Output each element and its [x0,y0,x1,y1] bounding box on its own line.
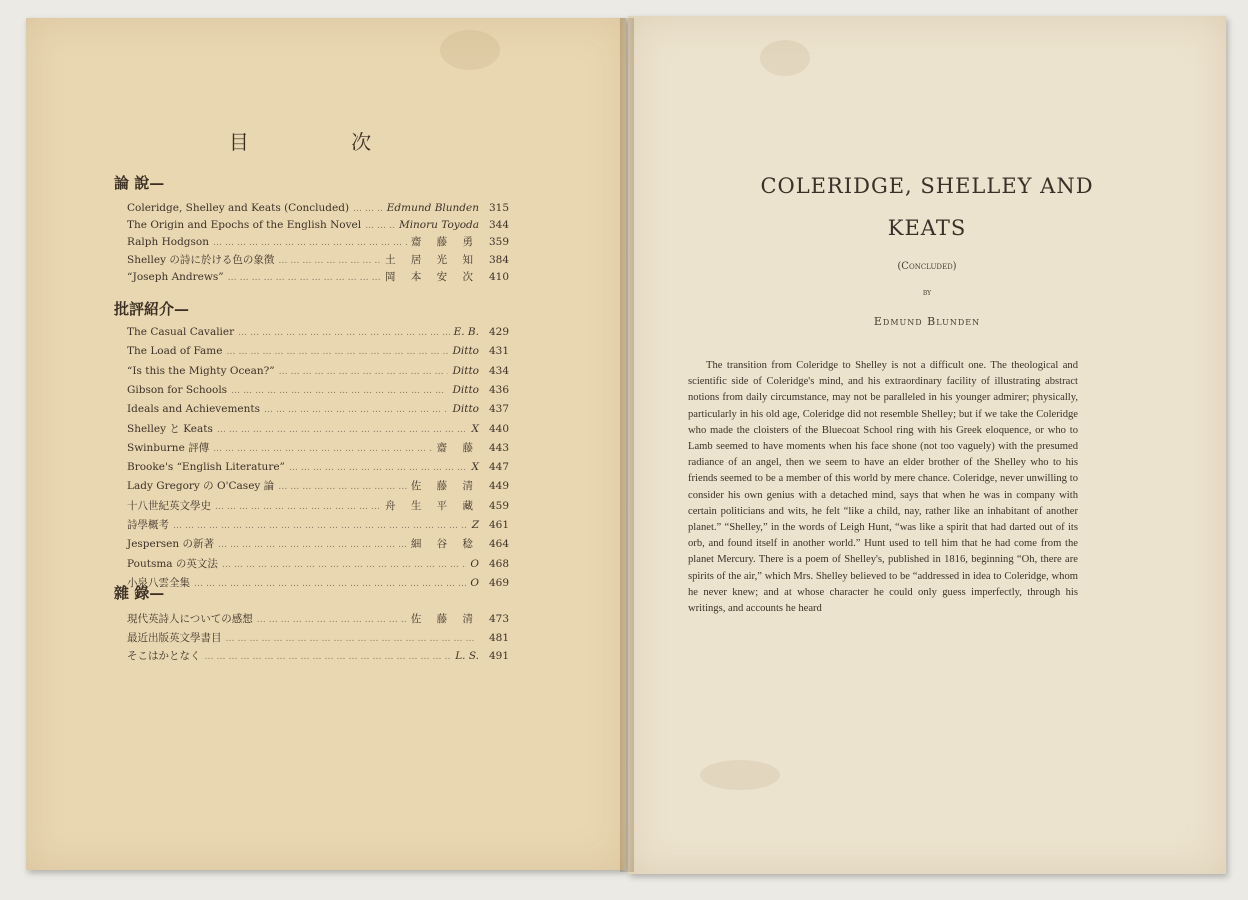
paper-stain [440,30,500,70]
toc-entry [127,342,509,360]
toc-entry [127,629,509,647]
toc-entry-page: 473 [488,613,509,625]
toc-entry [127,251,509,269]
toc-leader-dots [218,536,407,554]
toc-entry-title: Coleridge, Shelley and Keats (Concluded) [127,202,350,214]
toc-entry [127,497,509,515]
toc-leader-dots [228,269,381,287]
toc-entry [127,199,509,217]
toc-entry-page: 464 [488,538,509,551]
toc-leader-dots [217,421,468,439]
article-subtitle: (Concluded) [897,261,957,272]
toc-entry-author: 岡 本 安 次 [384,270,479,283]
toc-entry-title: The Load of Fame [127,345,223,358]
toc-entry [127,555,509,573]
toc-entry-page: 315 [488,202,509,214]
toc-entry [127,647,509,665]
toc-entry-author: 細 谷 稔 [410,538,479,551]
toc-entry-page: 437 [488,403,509,416]
toc-entry-author: Z [471,519,479,531]
toc-entry-author: X [471,461,479,474]
paper-stain [760,40,810,76]
toc-entry [127,268,509,286]
toc-leader-dots [289,459,468,477]
toc-entry [127,233,509,251]
toc-entry-title: “Is this the Mighty Ocean?” [127,364,275,377]
toc-entry-author: X [471,422,479,435]
toc-entry-page: 468 [488,557,509,570]
toc-entry [127,574,509,592]
toc-entry-author: O [470,576,479,589]
toc-entry-title: Poutsma の英文法 [127,557,218,570]
article-title-line1: COLERIDGE, SHELLEY AND [760,174,1094,198]
paper-stain [700,760,780,790]
toc-entry-author: O [470,557,479,570]
toc-entry-author: E. B. [453,326,479,338]
toc-entry-title: The Casual Cavalier [127,326,235,338]
toc-entry-page: 491 [488,650,509,662]
toc-entry [127,458,509,476]
toc-entry [127,362,509,380]
toc-leader-dots [205,648,452,666]
toc-entry-title: Swinburne 評傳 [127,441,210,454]
toc-entry-author: Ditto [452,345,479,358]
toc-entry [127,381,509,399]
toc-entry-page: 359 [488,236,509,249]
toc-entry-title: Shelley と Keats [127,422,213,435]
toc-entry-page: 440 [488,422,509,435]
toc-leader-dots [213,440,433,458]
toc-title: 目 次 [228,130,420,154]
toc-entry-title: Lady Gregory の O'Casey 論 [127,480,275,493]
toc-entry-author: Ditto [452,403,479,416]
toc-leader-dots [279,363,449,381]
toc-entry-title: 小泉八雲全集 [127,576,190,589]
toc-entry-title: 現代英詩人についての感想 [127,613,253,625]
toc-entry-author: Ditto [452,364,479,377]
toc-entry-page: 429 [488,326,509,338]
toc-entry [127,610,509,628]
toc-entry-author: 佐 藤 清 [410,613,479,625]
toc-entry [127,323,509,341]
toc-entry [127,216,509,234]
toc-entry-page: 443 [488,441,509,454]
toc-entry-title: Brooke's “English Literature” [127,461,285,474]
toc-entry [127,400,509,418]
toc-entry-title: Ideals and Achievements [127,403,260,416]
book-spine [620,18,634,872]
toc-leader-dots [226,343,448,361]
toc-leader-dots [238,324,449,342]
toc-entry-page: 469 [488,576,509,589]
toc-entry-title: Jespersen の新著 [127,538,214,551]
toc-leader-dots [231,382,448,400]
toc-entry [127,516,509,534]
article-body: The transition from Coleridge to Shelley is not a difficult one. The theological and scientific side of Coleridge's mind, and his extraordinary facility of illustrating abstract notions from daily circumstance, may not be paralleled in his younger admirer; physically, particularly in his old age, Coleridge did not resemble Shelley; but if we take the Coleridge who made the cloisters of the Bluecoat School ring with his Greek eloquence, or who to Lamb seemed to have moments when his face shone (not too vaguely) with the presumed radiance of an angel, then we seem to have an elder brother of the Shelley who to his friends seemed to be a member of this world by mere chance. Coleridge, never unwilling to consider his own genius with a detached mind, says that when he was in company with certain politicians and wits, he felt “like a child, nay, rather like an inhabitant of another planet.” “Shelley,” in the words of Leigh Hunt, “was like a spirit that had darted out of its orb, and found itself in another world.” Hunt used to tell him that he had come from the planet Mercury. There is a poem of Shelley's, published in 1816, beginning “Oh, there are spirits of the air,” which Mrs. Shelley believed to be “addressed in idea to Coleridge, whom he never knew; and at whose character he could only guess imperfectly, through his writings, and accounts he heard [688,360,1078,615]
article-byline: by [922,288,932,298]
toc-entry-author: 佐 藤 清 [410,480,479,493]
toc-section-heading: 論 說— [114,174,165,192]
toc-entry-page: 434 [488,364,509,377]
toc-entry-page: 459 [488,499,509,512]
toc-entry-title: 最近出版英文學書目 [127,631,222,644]
toc-entry-author: 齋 藤 [436,441,479,454]
toc-entry-page: 344 [488,219,509,232]
toc-leader-dots [264,401,448,419]
toc-leader-dots [215,498,381,516]
toc-entry-title: 十八世紀英文學史 [127,499,211,512]
toc-entry-author: 齋 藤 勇 [410,236,479,249]
toc-entry-page: 436 [488,383,509,396]
toc-entry-author: L. S. [455,650,479,662]
toc-entry-page: 461 [488,519,509,531]
toc-entry-title: そこはかとなく [127,650,201,662]
toc-leader-dots [278,478,407,496]
toc-section-heading: 雜 錄— [114,584,165,602]
toc-entry-author: 舟 生 平 藏 [384,499,479,512]
toc-entry-author: Edmund Blunden [386,202,479,214]
toc-entry-page: 384 [488,253,509,266]
toc-entry-author: Ditto [452,383,479,396]
toc-entry-title: “Joseph Andrews” [127,270,224,283]
toc-entry-title: 詩學概考 [127,519,169,531]
toc-entry [127,535,509,553]
toc-entry-author: Minoru Toyoda [398,219,479,232]
toc-section-heading: 批評紹介— [114,300,190,318]
toc-leader-dots [194,575,466,593]
toc-entry-title: The Origin and Epochs of the English Novel [127,219,362,232]
toc-entry-title: Shelley の詩に於ける色の象徴 [127,253,275,266]
toc-entry [127,420,509,438]
toc-entry [127,439,509,457]
toc-entry-page: 449 [488,480,509,493]
toc-entry [127,477,509,495]
toc-entry-page: 447 [488,461,509,474]
toc-entry-page: 410 [488,270,509,283]
toc-entry-title: Ralph Hodgson [127,236,209,249]
toc-entry-page: 481 [488,631,509,644]
article-title-line2: KEATS [887,216,967,240]
toc-leader-dots [226,630,476,648]
toc-leader-dots [222,556,467,574]
article-author: Edmund Blunden [873,315,981,328]
toc-entry-page: 431 [488,345,509,358]
toc-entry-author: 土 居 光 知 [384,253,479,266]
toc-entry-title: Gibson for Schools [127,383,228,396]
toc-leader-dots [257,611,407,629]
toc-leader-dots [173,517,468,535]
